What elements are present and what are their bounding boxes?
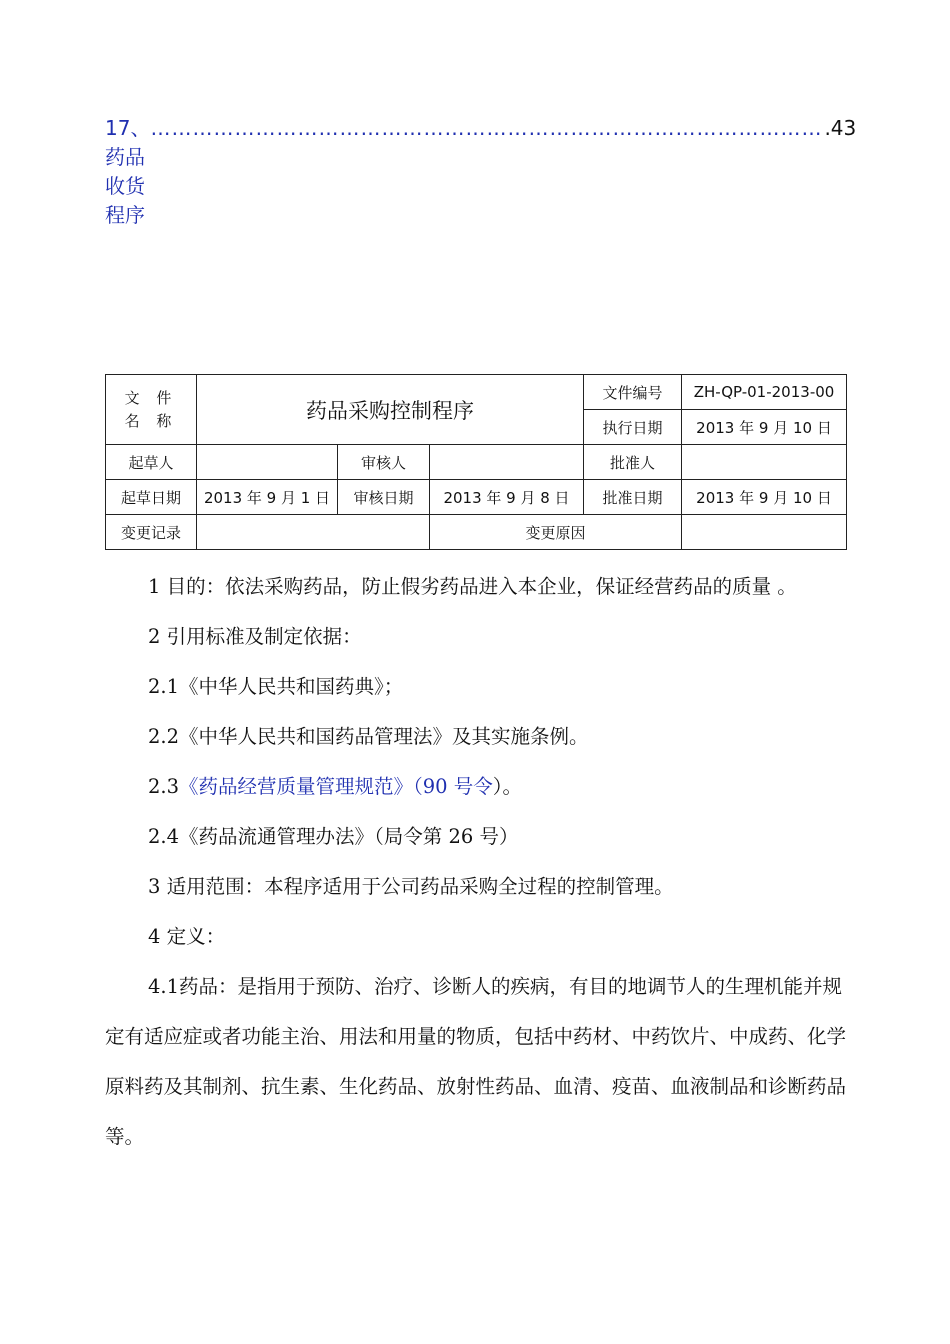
change-reason-label: 变更原因 [430,515,682,550]
reference-2-3-number: 2.3 [148,775,180,798]
paragraph-reference-2-1: 2.1《中华人民共和国药典》； [148,675,404,698]
gsp-link[interactable]: 《药品经营质量管理规范》（90 号令 [179,775,493,798]
paragraph-reference-2-2: 2.2《中华人民共和国药品管理法》及其实施条例。 [148,725,589,748]
draft-date-label: 起草日期 [106,480,197,515]
review-date-label: 审核日期 [338,480,430,515]
paragraph-references-heading: 2 引用标准及制定依据： [148,625,362,648]
reviewer-label: 审核人 [338,445,430,480]
paragraph-purpose: 1 目的：依法采购药品，防止假劣药品进入本企业，保证经营药品的质量 。 [148,575,797,598]
paragraph-definitions-heading: 4 定义： [148,925,226,948]
file-no-value: ZH-QP-01-2013-00 [682,375,847,410]
file-no-label: 文件编号 [584,375,682,410]
document-title: 药品采购控制程序 [197,375,584,445]
review-date-value: 2013 年 9 月 8 日 [430,480,584,515]
draft-date-value: 2013 年 9 月 1 日 [197,480,338,515]
document-body [105,562,855,1162]
reference-2-3-suffix: ）。 [492,775,523,798]
exec-date-value: 2013 年 9 月 10 日 [682,410,847,445]
paragraph-reference-2-4: 2.4《药品流通管理办法》（局令第 26 号） [148,825,519,848]
document-control-table [105,374,847,550]
paragraph-reference-2-3 [105,762,855,812]
toc-entry[interactable] [105,112,857,228]
approver-label: 批准人 [584,445,682,480]
drafter-label: 起草人 [106,445,197,480]
reviewer-value [430,445,584,480]
change-record-value [197,515,430,550]
paragraph-definition-drug: 4.1药品：是指用于预防、治疗、诊断人的疾病，有目的地调节人的生理机能并规定有适应症或者功能主治、用法和用量的物质，包括中药材、中药饮片、中成药、化学原料药及其制剂、抗生素、生化药品、放射性药品、血清、疫苗、血液制品和诊断药品等。 [105,975,847,1148]
exec-date-label: 执行日期 [584,410,682,445]
approve-date-label: 批准日期 [584,480,682,515]
toc-label[interactable]: 17、药品收货程序 [105,116,151,227]
toc-leader-dots: …………………………………………………………………………………… [150,116,823,140]
file-name-label: 文 件 名 称 [106,375,197,445]
approve-date-value: 2013 年 9 月 10 日 [682,480,847,515]
change-reason-value [682,515,847,550]
change-record-label: 变更记录 [106,515,197,550]
toc-page-number: .43 [824,116,857,140]
approver-value [682,445,847,480]
drafter-value [197,445,338,480]
paragraph-scope: 3 适用范围：本程序适用于公司药品采购全过程的控制管理。 [148,875,674,898]
